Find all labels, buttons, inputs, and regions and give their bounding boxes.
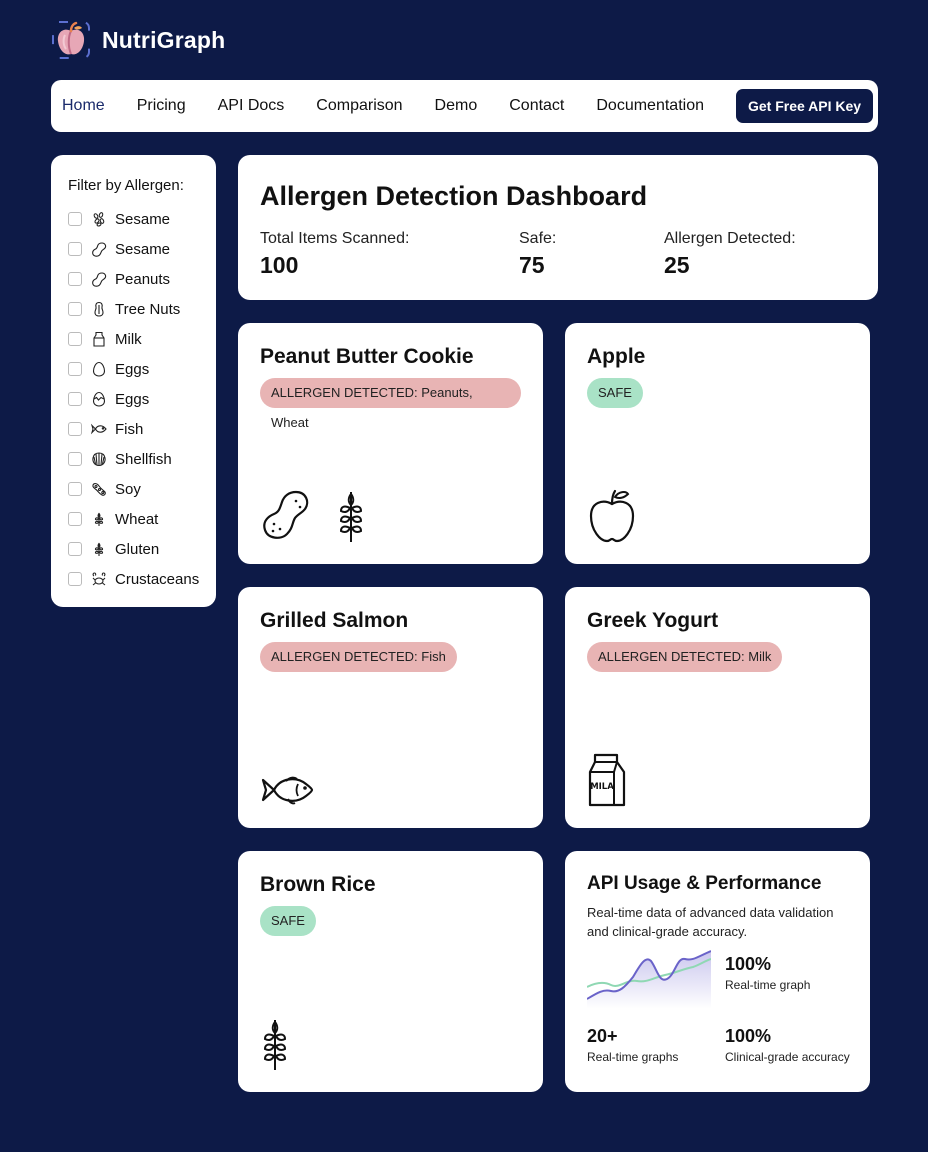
crab-icon [91, 571, 107, 587]
shell-icon [91, 451, 107, 467]
stat-safe-value: 75 [519, 252, 545, 278]
peanut-icon [91, 241, 107, 257]
status-badge: SAFE [587, 378, 643, 408]
food-card[interactable] [565, 323, 870, 564]
food-icons [260, 488, 366, 544]
stat-detected-value: 25 [664, 252, 690, 278]
sparkline-icon [587, 949, 711, 1009]
metric-realtime-graphs [587, 1026, 678, 1064]
food-icons [260, 772, 314, 808]
food-card[interactable] [238, 851, 543, 1092]
filter-item-soy[interactable] [68, 474, 216, 504]
stat-safe-label: Safe: [519, 230, 557, 247]
filter-item-fish[interactable] [68, 414, 216, 444]
milk-carton-label: MILA [590, 782, 614, 792]
wheat-icon [91, 511, 107, 527]
api-card-title: API Usage & Performance [587, 873, 822, 894]
filter-item-label: Eggs [115, 390, 150, 408]
stat-detected [664, 230, 796, 279]
wheat-icon [260, 1016, 290, 1072]
milk-carton-icon [587, 752, 627, 808]
filter-checkbox[interactable] [68, 272, 82, 286]
filter-item-shellfish[interactable] [68, 444, 216, 474]
cracked-egg-icon [91, 391, 107, 407]
wheat-icon [336, 488, 366, 544]
metric-realtime-graph [725, 954, 810, 992]
metric-value: 20+ [587, 1026, 618, 1046]
food-name: Grilled Salmon [260, 609, 409, 632]
food-icons [587, 752, 627, 808]
food-card[interactable] [565, 587, 870, 828]
page-title: Allergen Detection Dashboard [260, 181, 648, 211]
filter-checkbox[interactable] [68, 392, 82, 406]
apple-logo-icon [50, 19, 92, 61]
filter-item-label: Sesame [115, 240, 171, 258]
filter-list [68, 204, 216, 594]
dashboard-summary-card [238, 155, 878, 300]
brand-name: NutriGraph [102, 26, 226, 53]
brand[interactable] [50, 18, 225, 62]
wheat-icon [91, 541, 107, 557]
nav-pricing[interactable]: Pricing [136, 97, 186, 114]
peanut-icon [91, 271, 107, 287]
filter-checkbox[interactable] [68, 452, 82, 466]
food-name: Apple [587, 345, 646, 368]
stat-total [260, 230, 409, 279]
food-name: Peanut Butter Cookie [260, 345, 474, 368]
filter-item-crustaceans[interactable] [68, 564, 216, 594]
food-card[interactable] [238, 323, 543, 564]
filter-checkbox[interactable] [68, 212, 82, 226]
top-navbar [51, 80, 878, 132]
nav-demo[interactable]: Demo [434, 97, 478, 114]
filter-item-peanuts[interactable] [68, 264, 216, 294]
food-icons [587, 488, 637, 544]
filter-item-label: Sesame [115, 210, 171, 228]
metric-accuracy [725, 1026, 850, 1064]
food-name: Greek Yogurt [587, 609, 719, 632]
filter-item-label: Eggs [115, 360, 150, 378]
filter-item-label: Gluten [115, 540, 160, 558]
filter-item-label: Crustaceans [115, 570, 200, 588]
api-usage-card [565, 851, 870, 1092]
status-badge: ALLERGEN DETECTED: Peanuts, Wheat [260, 378, 521, 408]
soybean-icon [91, 481, 107, 497]
metric-label: Real-time graph [725, 978, 811, 992]
filter-item-label: Shellfish [115, 450, 172, 468]
filter-item-tree-nuts[interactable] [68, 294, 216, 324]
food-card[interactable] [238, 587, 543, 828]
filter-title: Filter by Allergen: [68, 177, 184, 194]
filter-checkbox[interactable] [68, 242, 82, 256]
filter-checkbox[interactable] [68, 512, 82, 526]
filter-item-label: Tree Nuts [115, 300, 181, 318]
status-badge: ALLERGEN DETECTED: Milk [587, 642, 782, 672]
api-card-description: Real-time data of advanced data validation and clinical-grade accuracy. [587, 905, 834, 939]
nav-documentation[interactable]: Documentation [596, 97, 704, 114]
filter-item-eggs[interactable] [68, 384, 216, 414]
filter-checkbox[interactable] [68, 362, 82, 376]
filter-item-wheat[interactable] [68, 504, 216, 534]
status-badge: ALLERGEN DETECTED: Fish [260, 642, 457, 672]
nav-api-docs[interactable]: API Docs [217, 97, 285, 114]
metric-value: 100% [725, 1026, 772, 1046]
sesame-icon [91, 211, 107, 227]
filter-item-label: Soy [115, 480, 141, 498]
get-api-key-button[interactable]: Get Free API Key [736, 89, 873, 123]
filter-checkbox[interactable] [68, 422, 82, 436]
filter-item-sesame[interactable] [68, 204, 216, 234]
filter-item-label: Fish [115, 420, 144, 438]
food-icons [260, 1016, 290, 1072]
filter-item-gluten[interactable] [68, 534, 216, 564]
peanut-icon [260, 488, 312, 542]
stat-total-label: Total Items Scanned: [260, 230, 410, 247]
fish-icon [260, 772, 314, 808]
filter-item-milk[interactable] [68, 324, 216, 354]
fish-icon [91, 421, 107, 437]
allergen-filter-panel [51, 155, 216, 607]
stat-safe [519, 230, 556, 279]
nav-home[interactable]: Home [62, 97, 105, 114]
filter-item-label: Wheat [115, 510, 159, 528]
egg-icon [91, 361, 107, 377]
filter-item-sesame[interactable] [68, 234, 216, 264]
filter-checkbox[interactable] [68, 482, 82, 496]
metric-value: 100% [725, 954, 772, 974]
apple-icon [587, 488, 637, 544]
filter-checkbox[interactable] [68, 542, 82, 556]
stat-total-value: 100 [260, 252, 299, 278]
nav-contact[interactable]: Contact [509, 97, 565, 114]
filter-item-label: Milk [115, 330, 142, 348]
stat-detected-label: Allergen Detected: [664, 230, 796, 247]
milk-icon [91, 331, 107, 347]
metric-label: Real-time graphs [587, 1050, 679, 1064]
filter-item-eggs[interactable] [68, 354, 216, 384]
metric-label: Clinical-grade accuracy [725, 1050, 850, 1064]
nav-comparison[interactable]: Comparison [316, 97, 403, 114]
filter-checkbox[interactable] [68, 572, 82, 586]
filter-checkbox[interactable] [68, 332, 82, 346]
nut-icon [91, 301, 107, 317]
filter-checkbox[interactable] [68, 302, 82, 316]
status-badge: SAFE [260, 906, 316, 936]
filter-item-label: Peanuts [115, 270, 171, 288]
food-name: Brown Rice [260, 873, 376, 896]
